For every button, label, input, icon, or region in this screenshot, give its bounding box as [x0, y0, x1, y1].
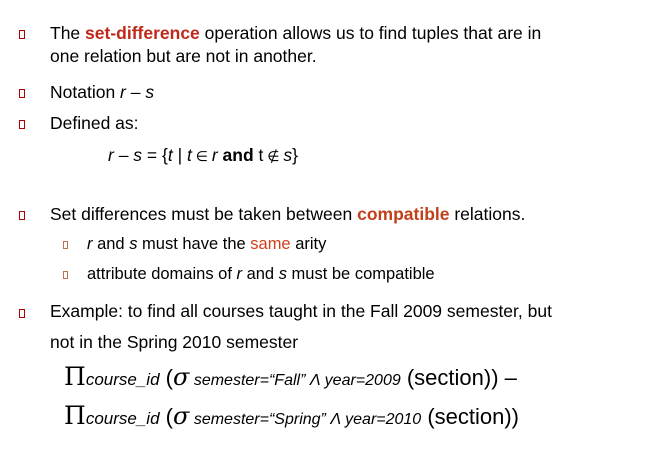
highlight-set-difference: set-difference	[85, 23, 200, 43]
paragraph-set-difference-line2: one relation but are not in another.	[50, 46, 317, 66]
highlight-same: same	[250, 235, 291, 253]
highlight-compatible: compatible	[357, 204, 450, 224]
relational-formula-spring: Πcourse_id (σ semester=“Spring” Λ year=2010 (section))	[64, 401, 519, 430]
paragraph-example-line2: not in the Spring 2010 semester	[50, 332, 299, 352]
bullet-marker	[19, 309, 25, 318]
paragraph-defined-as: Defined as:	[50, 113, 139, 133]
bullet-marker	[19, 120, 25, 129]
subpoint-domains: attribute domains of r and s must be compatible	[87, 265, 435, 283]
bullet-marker	[19, 30, 25, 39]
paragraph-example: Example: to find all courses taught in the Fall 2009 semester, but	[50, 301, 552, 321]
paragraph-set-difference: The set-difference operation allows us to find tuples that are in	[50, 23, 542, 43]
bullet-marker	[19, 89, 25, 98]
subpoint-same-arity: r and s must have the same arity	[87, 235, 327, 253]
bullet-marker	[19, 211, 25, 220]
paragraph-notation: Notation r – s	[50, 82, 155, 102]
definition-formula: r – s = {t | t ∈ r and t ∉ s}	[108, 145, 298, 165]
sub-bullet-marker	[63, 241, 68, 249]
sub-bullet-marker	[63, 271, 68, 279]
relational-formula-fall: Πcourse_id (σ semester=“Fall” Λ year=2009 (section)) –	[64, 362, 517, 391]
paragraph-compatible: Set differences must be taken between compatible relations.	[50, 204, 526, 224]
